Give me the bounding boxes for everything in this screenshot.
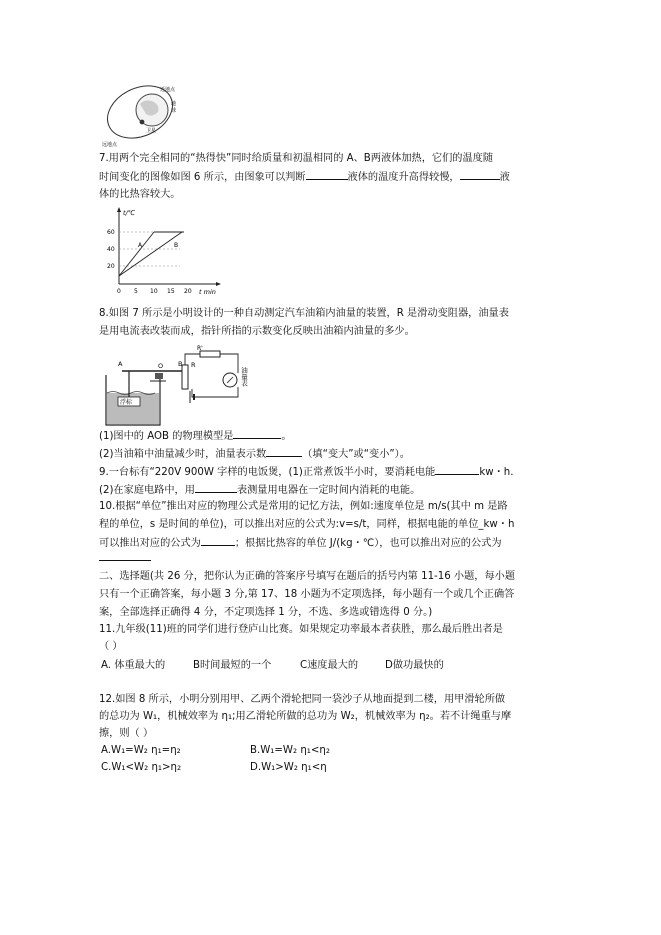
q10-line1: 10.根据“单位”推出对应的物理公式是常用的记忆方法，例如:速度单位是 m/s(其中 m 是路 bbox=[99, 501, 508, 512]
q10-line2: 程的单位，s 是时间的单位)，可以推出对应的公式为:v=s/t，同样，根据电能的单位_kw・h bbox=[99, 519, 515, 530]
figure7-label-gauge: 油量表 bbox=[240, 367, 248, 387]
q12-option-c[interactable]: C.W₁<W₂ η₁>η₂ bbox=[101, 762, 182, 773]
section2-line2: 只有一个正确答案，每小题 3 分,第 17、18 小题为不定项选择，每小题有一个或几个正确答 bbox=[99, 589, 515, 600]
figure6-temperature-graph bbox=[100, 204, 230, 296]
label-apogee: 远地点 bbox=[102, 142, 118, 148]
figure6-label-a: A bbox=[138, 242, 143, 249]
q12-option-a[interactable]: A.W₁=W₂ η₁=η₂ bbox=[101, 745, 181, 756]
q11-line1: 11.九年级(11)班的同学们进行登庐山比赛。如果规定功率最本者获胜，那么最后胜出者是 bbox=[99, 624, 503, 635]
q8-sub2-end: （填“变大”或“变小”）。 bbox=[302, 449, 410, 460]
q11-option-a[interactable]: A. 体重最大的 bbox=[101, 660, 166, 671]
q10-blank-2[interactable] bbox=[99, 549, 151, 561]
q9-line2-text: (2)在家庭电路中，用 bbox=[99, 485, 195, 496]
figure6-ylabel: t/℃ bbox=[123, 209, 136, 217]
q9-line1 bbox=[99, 463, 567, 481]
q9-line2 bbox=[99, 481, 567, 499]
q7-line2-text-b: 液体的温度升高得较慢， bbox=[347, 172, 460, 183]
figure6-line-b bbox=[119, 232, 182, 276]
section2-line1: 二、选择题(共 26 分，把你认为正确的答案序号填写在题后的括号内第 11-16 小题，每小题 bbox=[99, 571, 516, 582]
q8-sub1-text: (1)图中的 AOB 的物理模型是 bbox=[99, 431, 234, 442]
figure6-xtick-5: 5 bbox=[134, 288, 138, 295]
figure6-xtick-15: 15 bbox=[167, 288, 175, 295]
label-satellite: 卫星 bbox=[146, 128, 157, 134]
figure6-line-a bbox=[119, 232, 154, 276]
figure6-xlabel: t min bbox=[199, 288, 216, 296]
figure6-ytick-20: 20 bbox=[107, 263, 115, 270]
label-earth-1: 地 bbox=[171, 101, 177, 107]
figure7-label-r-prime: R' bbox=[197, 345, 203, 352]
q10-line3-text: 可以推出对应的公式为 bbox=[99, 538, 201, 549]
figure6-ytick-40: 40 bbox=[107, 246, 115, 253]
q8-line1: 8.如图 7 所示是小明设计的一种自动测定汽车油箱内油量的装置，R 是滑动变阻器，油量表 bbox=[99, 308, 509, 319]
figure6-xtick-0: 0 bbox=[117, 288, 121, 295]
q7-line2-text-c: 液 bbox=[499, 172, 510, 183]
figure6-ytick-60: 60 bbox=[107, 229, 115, 236]
q7-line1: 7.用两个完全相同的“热得快”同时给质量和初温相同的 A、B两液体加热，它们的温度随 bbox=[99, 153, 494, 164]
q10-line3 bbox=[99, 534, 567, 552]
q9-blank-2[interactable] bbox=[195, 481, 237, 493]
figure7-label-float: 浮标 bbox=[120, 399, 133, 406]
figure6-label-b: B bbox=[174, 242, 179, 249]
figure7-label-r: R bbox=[191, 361, 196, 369]
figure6-xtick-20: 20 bbox=[184, 288, 192, 295]
q7-line2-text-a: 时间变化的图像如图 6 所示，由图象可以判断 bbox=[99, 172, 306, 183]
q8-sub2-text: (2)当油箱中油量减少时，油量表示数 bbox=[99, 449, 267, 460]
figure7-label-b: B bbox=[178, 360, 183, 368]
q8-sub1 bbox=[99, 427, 567, 445]
q12-option-d[interactable]: D.W₁>W₂ η₁<η bbox=[250, 762, 327, 773]
q7-blank-1[interactable] bbox=[306, 168, 348, 180]
figure7-label-o: O bbox=[158, 362, 164, 370]
q8-sub1-end: 。 bbox=[281, 431, 292, 442]
figure7-label-a: A bbox=[118, 360, 123, 368]
q11-option-c[interactable]: C速度最大的 bbox=[300, 660, 359, 671]
q10-line3-end: ；根据比热容的单位 J/(kg・℃），也可以推出对应的公式为 bbox=[234, 538, 502, 549]
q8-sub2 bbox=[99, 445, 567, 463]
q7-line2 bbox=[99, 168, 567, 186]
q7-line3: 体的比热容较大。 bbox=[99, 189, 181, 200]
q8-sub2-blank[interactable] bbox=[266, 445, 302, 457]
label-perigee: 近地点 bbox=[160, 87, 176, 93]
q9-line1-unit: kw・h. bbox=[479, 467, 514, 478]
figure6-xtick-10: 10 bbox=[150, 288, 158, 295]
q11-line2: （ ） bbox=[99, 641, 123, 652]
label-earth-2: 球 bbox=[171, 108, 177, 114]
q12-line2: 的总功为 W₁，机械效率为 η₁;用乙滑轮所做的总功为 W₂，机械效率为 η₂。若不计绳重与摩 bbox=[99, 711, 512, 722]
q11-option-d[interactable]: D做功最快的 bbox=[385, 660, 444, 671]
q11-option-b[interactable]: B时间最短的一个 bbox=[193, 660, 272, 671]
q9-line1-text: 9.一台标有“220V 900W 字样的电饭煲，(1)正常煮饭半小时，要消耗电能 bbox=[99, 467, 436, 478]
q9-blank-1[interactable] bbox=[435, 463, 479, 475]
q7-blank-2[interactable] bbox=[460, 168, 500, 180]
q12-line3: 擦，则（ ） bbox=[99, 728, 154, 739]
satellite-orbit-figure bbox=[100, 82, 195, 150]
q10-blank-1[interactable] bbox=[201, 534, 235, 546]
q9-line2-end: 表测量用电器在一定时间内消耗的电能。 bbox=[236, 485, 421, 496]
figure7-fuel-gauge-device bbox=[100, 345, 260, 429]
q8-sub1-blank[interactable] bbox=[233, 427, 281, 439]
q8-line2: 是用电流表改装而成，指针所指的示数变化反映出油箱内油量的多少。 bbox=[99, 326, 415, 337]
q12-option-b[interactable]: B.W₁=W₂ η₁<η₂ bbox=[250, 745, 330, 756]
section2-line3: 案，全部选择正确得 4 分，不定项选择 1 分，不选、多选或错选得 0 分。) bbox=[99, 607, 433, 618]
q12-line1: 12.如图 8 所示，小明分别用甲、乙两个滑轮把同一袋沙子从地面提到二楼，用甲滑轮所做 bbox=[99, 694, 506, 705]
